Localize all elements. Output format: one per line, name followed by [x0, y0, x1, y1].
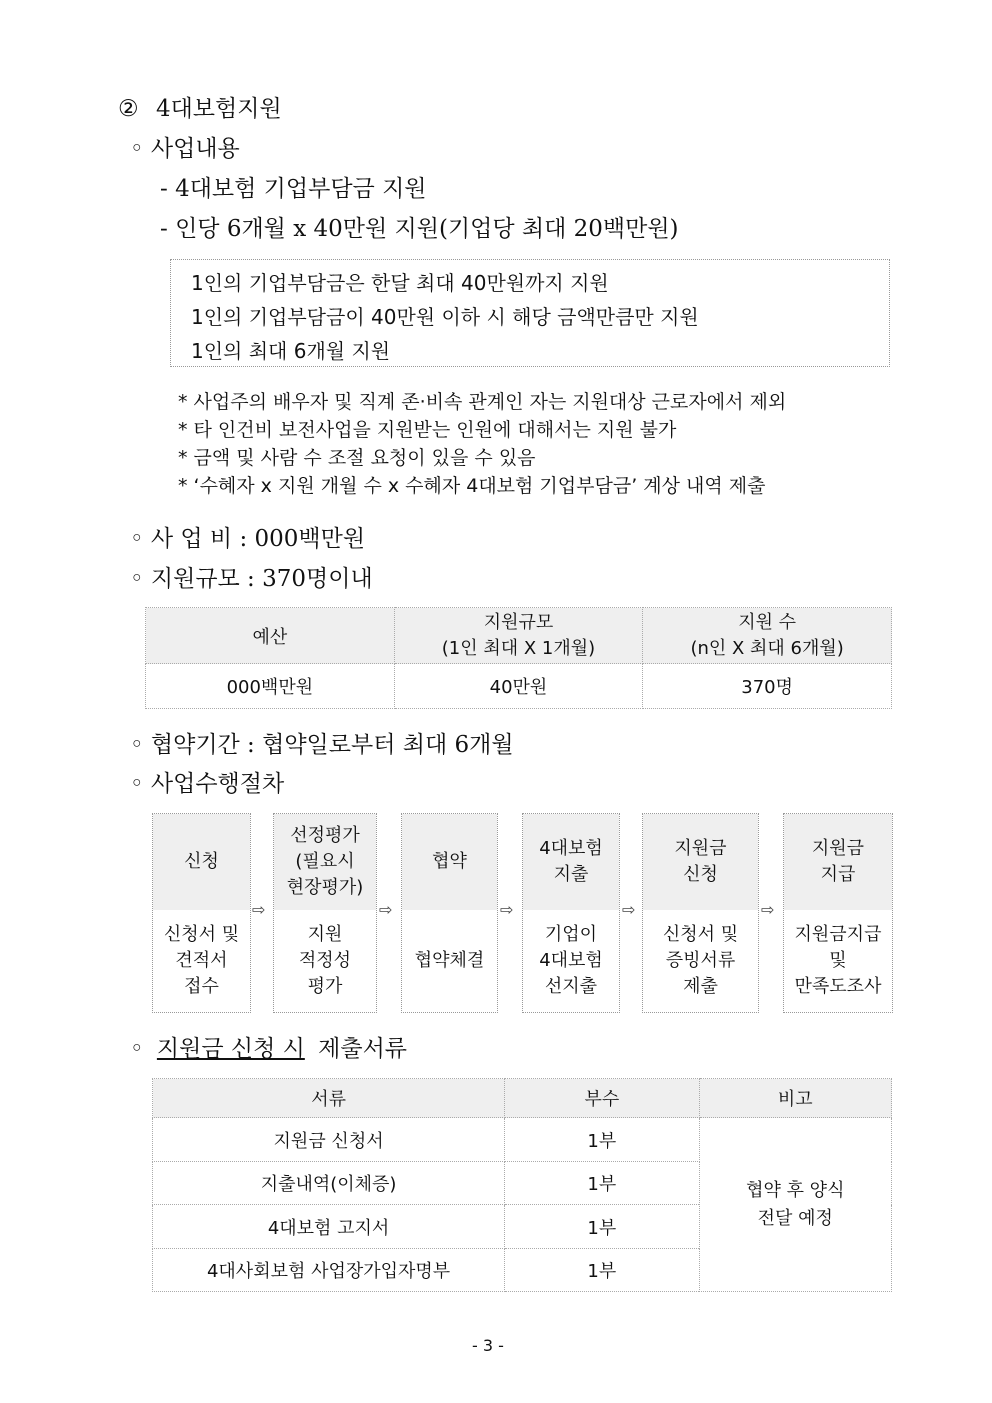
step-agreement	[401, 813, 498, 1013]
step-agreement-desc: 협약체결	[414, 950, 485, 971]
step-claim-title: 지원금 신청	[643, 814, 758, 910]
arrow-icon: ⇨	[761, 900, 775, 919]
docs-heading	[130, 1030, 407, 1063]
arrow-icon: ⇨	[252, 900, 266, 919]
note-2: * 타 인건비 보전사업을 지원받는 인원에 대해서는 지원 불가	[178, 419, 677, 441]
section-title-text: 4대보험지원	[155, 96, 282, 122]
step-agreement-title: 협약	[402, 814, 497, 910]
section-title	[118, 90, 282, 123]
docs-header-doc: 서류	[153, 1079, 505, 1118]
step-apply-title: 신청	[153, 814, 250, 910]
docs-heading-rest: 제출서류	[318, 1036, 408, 1062]
content-box	[170, 259, 890, 367]
step-evaluation	[273, 813, 377, 1013]
note-4: * ‘수혜자 x 지원 개월 수 x 수혜자 4대보험 기업부담금’ 계상 내역 제출	[178, 475, 766, 497]
step-payment-title: 지원금 지급	[784, 814, 892, 910]
docs-table	[152, 1078, 892, 1292]
page-number: - 3 -	[472, 1336, 504, 1355]
step-expense-desc: 기업이 4대보험 선지출	[539, 924, 603, 997]
note-1: * 사업주의 배우자 및 직계 존·비속 관계인 자는 지원대상 근로자에서 제외	[178, 391, 787, 413]
docs-row-4-copies: 1부	[505, 1249, 699, 1292]
content-line-1: - 4대보험 기업부담금 지원	[160, 176, 427, 202]
scale-header-budget: 예산	[146, 608, 395, 664]
scale-header-count: 지원 수 (n인 X 최대 6개월)	[643, 608, 892, 664]
box-line-2: 1인의 기업부담금이 40만원 이하 시 해당 금액만큼만 지원	[191, 305, 699, 329]
content-heading: ◦ 사업내용	[130, 136, 240, 162]
scale-cell-budget: 000백만원	[146, 664, 395, 709]
docs-header-copies: 부수	[505, 1079, 699, 1118]
scale-table	[145, 607, 892, 709]
step-claim-desc: 신청서 및 증빙서류 제출	[662, 924, 739, 997]
arrow-icon: ⇨	[622, 900, 636, 919]
docs-row-4-doc: 4대사회보험 사업장가입자명부	[153, 1249, 505, 1292]
docs-row-3-doc: 4대보험 고지서	[153, 1205, 505, 1249]
scale-cell-size: 40만원	[394, 664, 643, 709]
step-evaluation-desc: 지원 적정성 평가	[298, 924, 352, 997]
arrow-icon: ⇨	[500, 900, 514, 919]
step-apply	[152, 813, 251, 1013]
arrow-icon: ⇨	[379, 900, 393, 919]
docs-heading-underlined: 지원금 신청 시	[156, 1036, 305, 1062]
scale-cell-count: 370명	[643, 664, 892, 709]
content-line-2: - 인당 6개월 x 40만원 지원(기업당 최대 20백만원)	[160, 216, 679, 242]
step-expense	[522, 813, 620, 1013]
period-line: ◦ 협약기간 : 협약일로부터 최대 6개월	[130, 732, 514, 758]
section-number: ②	[118, 96, 139, 122]
procedure-heading: ◦ 사업수행절차	[130, 771, 285, 797]
docs-row-1-doc: 지원금 신청서	[153, 1118, 505, 1162]
docs-remark: 협약 후 양식 전달 예정	[699, 1118, 891, 1292]
step-payment-desc: 지원금지급 및 만족도조사	[794, 924, 882, 997]
budget-line: ◦ 사 업 비 : 000백만원	[130, 526, 366, 552]
docs-header-remark: 비고	[699, 1079, 891, 1118]
step-claim	[642, 813, 759, 1013]
docs-row-3-copies: 1부	[505, 1205, 699, 1249]
scale-header-size: 지원규모 (1인 최대 X 1개월)	[394, 608, 643, 664]
box-line-3: 1인의 최대 6개월 지원	[191, 339, 391, 363]
docs-row-1-copies: 1부	[505, 1118, 699, 1162]
step-expense-title: 4대보험 지출	[523, 814, 619, 910]
scale-line: ◦ 지원규모 : 370명이내	[130, 566, 373, 592]
step-evaluation-title: 선정평가 (필요시 현장평가)	[274, 814, 376, 910]
docs-bullet: ◦	[130, 1036, 144, 1062]
note-3: * 금액 및 사람 수 조절 요청이 있을 수 있음	[178, 447, 536, 469]
step-payment	[783, 813, 893, 1013]
step-apply-desc: 신청서 및 견적서 접수	[163, 924, 240, 997]
box-line-1: 1인의 기업부담금은 한달 최대 40만원까지 지원	[191, 271, 609, 295]
docs-row-2-copies: 1부	[505, 1162, 699, 1205]
docs-row-2-doc: 지출내역(이체증)	[153, 1162, 505, 1205]
